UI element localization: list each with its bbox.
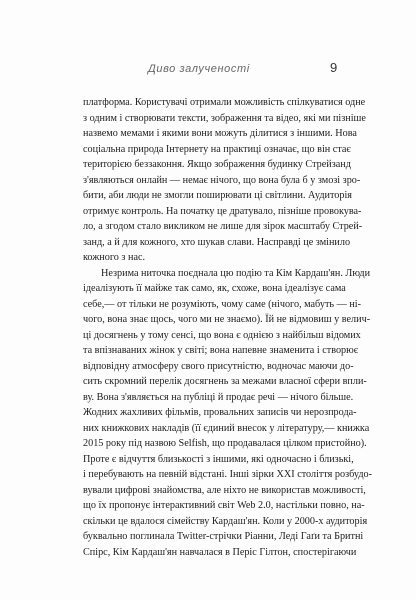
running-head xyxy=(0,60,416,80)
text-line: ці досягнень у тому сенсі, що вона є однією з найбільш відомих xyxy=(83,329,361,341)
body-text xyxy=(83,95,373,560)
text-line: себе,— от тільки не розуміють, чому саме (нічого, мабуть — ні- xyxy=(83,298,362,310)
text-line: Жодних жахливих фільмів, провальних записів чи нерозпрода- xyxy=(83,407,357,419)
text-line: та впізнаваних жінок у світі; вона напевне знаменита і створює xyxy=(83,345,359,357)
text-line: кожного з нас. xyxy=(83,252,146,264)
text-line: ло, а згодом стало викликом не лише для зірок масштабу Стрей- xyxy=(83,221,363,233)
text-line: назвемо мемами і якими вони можуть ділитися з іншими. Нова xyxy=(83,128,357,140)
page-number: 9 xyxy=(330,60,338,75)
text-line: них книжкових накладів (її єдиний внесок у літературу,— книжка xyxy=(83,422,370,434)
text-line: відповідну атмосферу свого присутністю, водночас маючи до- xyxy=(83,360,354,372)
text-line: буквально поглинала Twitter-стрічки Ріанни, Леді Гаґи та Бритні xyxy=(83,531,364,543)
text-line: 2015 року під назвою Selfish, що продавалася цілком пристойно). xyxy=(83,438,367,450)
text-line: з одним і створювати тексти, зображення та відео, які ми пізніше xyxy=(83,112,366,124)
text-line: занд, а й для кожного, хто шукав слави. Насправді це змінило xyxy=(83,236,351,248)
text-line: бити, аби люди не змогли поширювати ці світлини. Аудиторія xyxy=(83,190,352,202)
text-line: територією беззаконня. Якщо зображення будинку Стрейзанд xyxy=(83,159,351,171)
text-line: з'являються онлайн — немає нічого, що вона була б у змозі зро- xyxy=(83,174,361,186)
text-line: Проте є відчуття близькості з іншими, які одночасно і близькі, xyxy=(83,453,354,465)
text-line: сить скромний перелік досягнень за межами власної сфери впли- xyxy=(83,376,367,388)
text-line: ідеалізують її майже так само, як, схоже, вона ідеалізує сама xyxy=(83,283,346,295)
text-line: вували цифрові знайомства, але ніхто не використав можливості, xyxy=(83,484,366,496)
text-line: і перебувають на певній відстані. Інші зірки XXI століття розбудо- xyxy=(83,469,373,481)
text-line: чого, вона знає щось, чого ми не знаємо). Їй не відмовиш у велич- xyxy=(83,314,371,326)
text-line: соціальна природа Інтернету на практиці означає, що він стає xyxy=(83,143,351,155)
text-line: скільки це вдалося сімейству Кардаш'ян. Коли у 2000-х аудиторія xyxy=(83,515,368,527)
text-line: отримує контроль. На початку це дратувало, пізніше провокува- xyxy=(83,205,362,217)
text-line: платформа. Користувачі отримали можливість спілкуватися одне xyxy=(83,97,366,108)
text-line: ву. Вона з'являється на публіці й продає речі — нічого більше. xyxy=(83,391,354,403)
text-line: Спірс, Кім Кардаш'ян навчалася в Періс Гілтон, спостерігаючи xyxy=(83,546,357,558)
text-line: Незрима ниточка поєднала цю подію та Кім Кардаш'ян. Люди xyxy=(101,267,371,279)
text-line: що їх пропонує інтерактивний світ Web 2.0, настільки повно, на- xyxy=(83,500,365,512)
chapter-title: Диво залученості xyxy=(148,63,250,75)
